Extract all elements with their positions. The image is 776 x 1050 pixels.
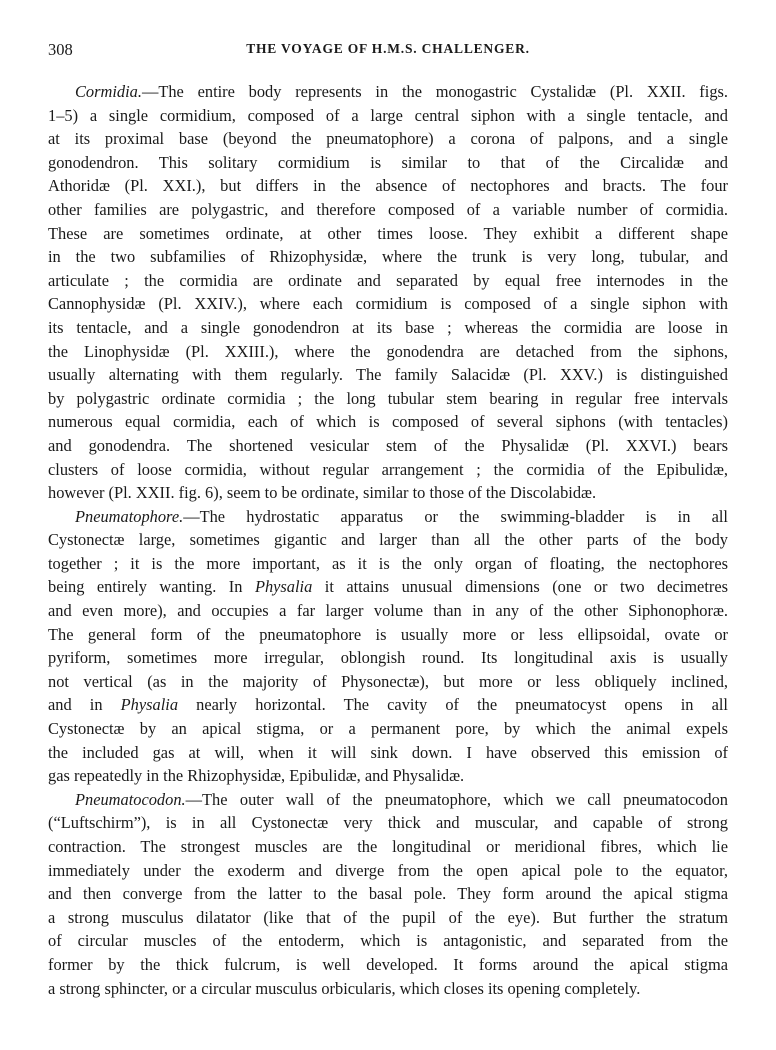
text-line: [48, 481, 728, 505]
text-segment: immediately under the exoderm and diverge from the open apical pole to the equator,: [48, 860, 728, 880]
text-segment: Athoridæ (Pl. XXI.), but differs in the absence of nectophores and bracts. The four: [48, 176, 728, 196]
italic-term: Physalia: [254, 577, 313, 597]
text-line: [48, 693, 728, 717]
text-line: [48, 127, 728, 151]
text-segment: articulate ; the cormidia are ordinate and separated by equal free internodes in the: [48, 270, 728, 290]
text-segment: Cannophysidæ (Pl. XXIV.), where each cormidium is composed of a single siphon with: [48, 294, 728, 314]
text-line: [48, 882, 728, 906]
text-segment: pyriform, sometimes more irregular, oblongish round. Its longitudinal axis is usually: [48, 648, 728, 668]
text-segment: Cystonectæ by an apical stigma, or a permanent pore, by which the animal expels: [48, 719, 728, 739]
text-line: [48, 835, 728, 859]
text-line: [48, 434, 728, 458]
text-line: [48, 340, 728, 364]
text-line: [48, 222, 728, 246]
italic-term: Cormidia.: [75, 82, 142, 101]
text-line: [48, 859, 728, 883]
text-segment: not vertical (as in the majority of Physonectæ), but more or less obliquely inclined,: [48, 671, 728, 691]
text-segment: contraction. The strongest muscles are the longitudinal or meridional fibres, which lie: [48, 837, 728, 856]
text-segment: the Linophysidæ (Pl. XXIII.), where the gonodendra are detached from the siphons,: [48, 341, 728, 361]
text-segment: by polygastric ordinate cormidia ; the long tubular stem bearing in regular free intervals: [48, 388, 728, 408]
text-segment: however (Pl. XXII. fig. 6), seem to be ordinate, similar to those of the Discolabidæ.: [48, 483, 597, 503]
text-segment: in the two subfamilies of Rhizophysidæ, where the trunk is very long, tubular, and: [48, 247, 728, 267]
text-line: [48, 788, 728, 812]
text-segment: and in: [48, 695, 121, 715]
text-segment: other families are polygastric, and therefore composed of a variable number of cormidia.: [48, 199, 728, 219]
text-segment: together ; it is the more important, as it is the only organ of floating, the nectophores: [48, 553, 728, 573]
text-segment: a strong sphincter, or a circular musculus orbicularis, which closes its opening completely.: [48, 978, 641, 998]
text-segment: —The outer wall of the pneumatophore, which we call pneumatocodon: [185, 789, 728, 809]
text-segment: it attains unusual dimensions (one or two decimetres: [312, 577, 728, 597]
book-page: [48, 40, 728, 1000]
italic-term: Physalia: [120, 695, 179, 715]
text-line: [48, 174, 728, 198]
text-line: [48, 80, 728, 104]
paragraph: [48, 80, 728, 505]
text-line: [48, 906, 728, 930]
text-line: [48, 764, 728, 788]
paragraph: [48, 505, 728, 788]
text-line: [48, 977, 728, 1001]
text-line: [48, 410, 728, 434]
text-line: [48, 151, 728, 175]
page-number: 308: [48, 40, 73, 59]
text-line: [48, 198, 728, 222]
text-line: [48, 552, 728, 576]
italic-term: Pneumatophore.: [75, 506, 184, 526]
text-segment: nearly horizontal. The cavity of the pneumatocyst opens in all: [178, 695, 728, 715]
text-line: [48, 929, 728, 953]
text-segment: clusters of loose cormidia, without regular arrangement ; the cormidia of the Epibulidæ,: [48, 459, 728, 479]
text-line: [48, 269, 728, 293]
text-segment: former by the thick fulcrum, is well developed. It forms around the apical stigma: [48, 954, 728, 974]
text-segment: of circular muscles of the entoderm, which is antagonistic, and separated from the: [48, 931, 728, 951]
text-line: [48, 292, 728, 316]
text-segment: usually alternating with them regularly. The family Salacidæ (Pl. XXV.) is distinguished: [48, 365, 728, 385]
text-segment: 1–5) a single cormidium, composed of a large central siphon with a single tentacle, and: [48, 105, 728, 125]
text-segment: Cystonectæ large, sometimes gigantic and larger than all the other parts of the body: [48, 530, 728, 550]
text-line: [48, 575, 728, 599]
text-line: [48, 245, 728, 269]
text-segment: the included gas at will, when it will sink down. I have observed this emission of: [48, 742, 728, 762]
text-line: [48, 741, 728, 765]
text-segment: at its proximal base (beyond the pneumatophore) a corona of palpons, and a single: [48, 129, 728, 149]
running-title: THE VOYAGE OF H.M.S. CHALLENGER.: [246, 41, 530, 56]
text-segment: and even more), and occupies a far larger volume than in any of the other Siphonophoræ.: [48, 601, 728, 621]
text-segment: numerous equal cormidia, each of which is composed of several siphons (with tentacles): [48, 412, 728, 432]
text-line: [48, 458, 728, 482]
text-line: [48, 811, 728, 835]
text-segment: —The entire body represents in the monogastric Cystalidæ (Pl. XXII. figs.: [141, 82, 728, 101]
text-line: [48, 599, 728, 623]
page-header: [48, 40, 728, 64]
text-segment: The general form of the pneumatophore is usually more or less ellipsoidal, ovate or: [48, 624, 728, 644]
text-line: [48, 104, 728, 128]
text-line: [48, 387, 728, 411]
text-line: [48, 505, 728, 529]
text-line: [48, 953, 728, 977]
text-segment: gas repeatedly in the Rhizophysidæ, Epibulidæ, and Physalidæ.: [48, 766, 465, 786]
text-segment: and then converge from the latter to the basal pole. They form around the apical stigma: [48, 884, 728, 904]
text-segment: gonodendron. This solitary cormidium is similar to that of the Circalidæ and: [48, 152, 728, 172]
text-segment: —The hydrostatic apparatus or the swimming-bladder is in all: [183, 506, 728, 526]
italic-term: Pneumatocodon.: [75, 789, 186, 809]
paragraph: [48, 788, 728, 1000]
text-segment: and gonodendra. The shortened vesicular stem of the Physalidæ (Pl. XXVI.) bears: [48, 435, 728, 455]
text-line: [48, 363, 728, 387]
text-segment: its tentacle, and a single gonodendron at its base ; whereas the cormidia are loose in: [48, 317, 728, 337]
text-line: [48, 623, 728, 647]
text-line: [48, 717, 728, 741]
text-segment: being entirely wanting. In: [48, 577, 255, 597]
text-line: [48, 528, 728, 552]
text-segment: a strong musculus dilatator (like that of the pupil of the eye). But further the stratum: [48, 907, 728, 927]
body-text: [48, 80, 728, 1000]
text-line: [48, 316, 728, 340]
text-line: [48, 670, 728, 694]
text-segment: (“Luftschirm”), is in all Cystonectæ very thick and muscular, and capable of strong: [48, 813, 728, 833]
text-segment: These are sometimes ordinate, at other times loose. They exhibit a different shape: [48, 223, 728, 243]
text-line: [48, 646, 728, 670]
